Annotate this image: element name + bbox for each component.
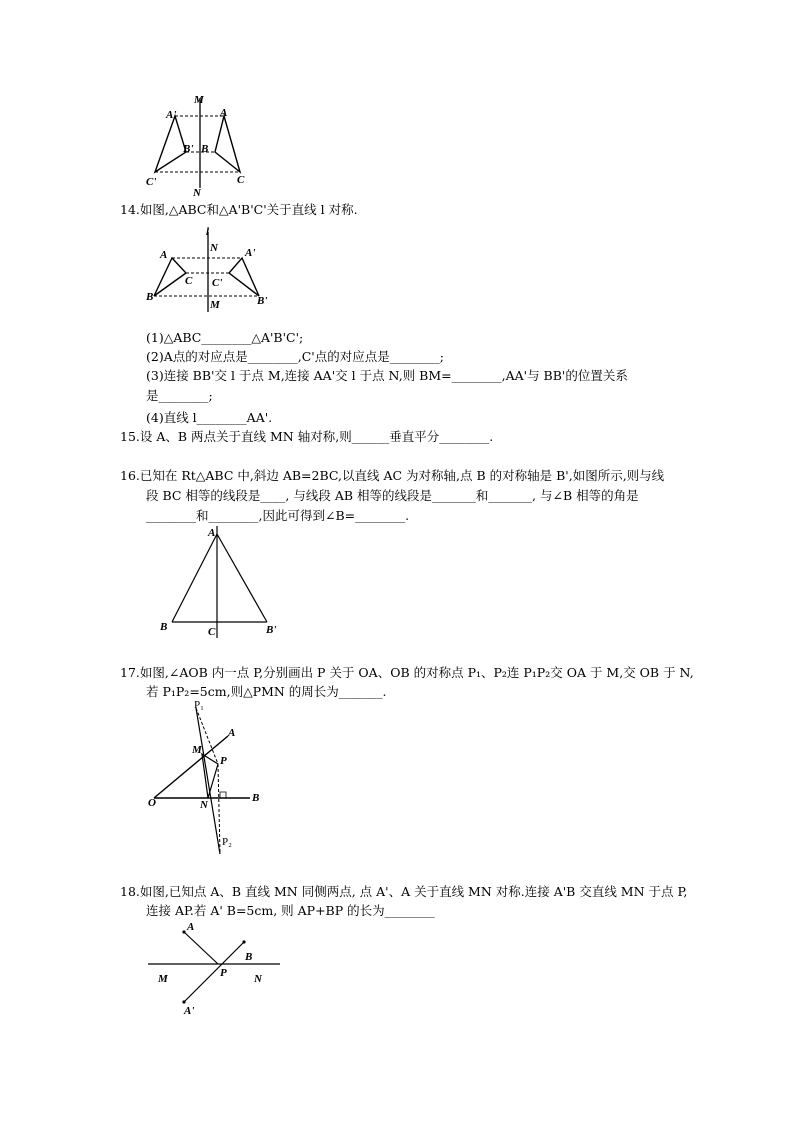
label-m: M: [158, 973, 168, 985]
triangle-right: [215, 116, 240, 172]
point-a-prime: [182, 1000, 185, 1003]
label-p: P: [220, 755, 227, 767]
label-n: N: [200, 799, 208, 811]
label-o: O: [148, 797, 156, 809]
label-c: C: [185, 275, 193, 287]
label-b-prime: B': [257, 295, 268, 307]
q14-part-3-line1: (3)连接 BB'交 l 于点 M,连接 AA'交 l 于点 N,则 BM=________,AA'与 BB'的位置关系: [146, 368, 628, 383]
label-c-prime: C': [146, 176, 157, 188]
triangle-left: [155, 116, 186, 172]
label-m: M: [192, 744, 202, 756]
q14-part-4: (4)直线 l________AA'.: [146, 410, 273, 425]
label-a: A: [220, 107, 228, 119]
q18-line-2: 连接 AP.若 A' B=5cm, 则 AP+BP 的长为________: [146, 903, 435, 918]
triangle-abc: [154, 258, 186, 296]
q17-line-2: 若 P₁P₂=5cm,则△PMN 的周长为_______.: [146, 684, 387, 699]
q14-part-2: (2)A点的对应点是________,C'点的对应点是________;: [146, 349, 444, 364]
point-a: [182, 930, 185, 933]
figure-13-symmetric-triangles: [140, 88, 270, 200]
label-l: l: [206, 226, 210, 238]
q15-stem: 15.设 A、B 两点关于直线 MN 轴对称,则______垂直平分________.: [120, 429, 494, 444]
figure-16-triangle: [152, 522, 288, 640]
q17-line-1: 17.如图,∠AOB 内一点 P,分别画出 P 关于 OA、OB 的对称点 P₁、P₂连 P₁P₂交 OA 于 M,交 OB 于 N,: [120, 665, 694, 680]
segment-p1p2: [196, 708, 220, 854]
label-a: A: [228, 727, 236, 739]
label-n: N: [193, 187, 201, 199]
q16-line-3: ________和________,因此可得到∠B=________.: [146, 508, 410, 523]
q14-part-3-line2: 是________;: [146, 388, 213, 403]
label-a-prime: A': [166, 109, 177, 121]
label-b-prime: B': [183, 143, 194, 155]
label-p1: P₁: [194, 699, 204, 711]
q16-line-1: 16.已知在 Rt△ABC 中,斜边 AB=2BC,以直线 AC 为对称轴,点 B 的对称轴是 B',如图所示,则与线: [120, 468, 665, 483]
q14-part-1: (1)△ABC________△A'B'C';: [146, 330, 304, 345]
triangle-a1b1c1: [229, 258, 259, 296]
segment-ab-prime: [217, 534, 267, 622]
label-b: B: [160, 621, 168, 633]
label-p2: P₂: [222, 836, 232, 848]
label-b: B: [245, 951, 253, 963]
label-b: B: [201, 143, 209, 155]
q18-line-1: 18.如图,已知点 A、B 直线 MN 同侧两点, 点 A'、A 关于直线 MN 对称.连接 A'B 交直线 MN 于点 P,: [120, 884, 688, 899]
label-n: N: [210, 242, 218, 254]
right-angle-mark: [220, 792, 226, 798]
label-b: B: [146, 291, 154, 303]
label-a: A: [187, 921, 195, 933]
point-b: [242, 940, 245, 943]
label-c: C: [208, 626, 216, 638]
segment-ab: [172, 534, 217, 622]
figure-14-symmetric-triangles: [142, 226, 282, 316]
q16-line-2: 段 BC 相等的线段是____, 与线段 AB 相等的线段是_______和_______, 与∠B 相等的角是: [146, 488, 639, 503]
label-n: N: [254, 973, 262, 985]
label-m: M: [194, 94, 204, 106]
label-m: M: [210, 299, 220, 311]
figure-17-angle-aob: [142, 698, 270, 862]
label-b: B: [252, 792, 260, 804]
label-c: C: [237, 174, 245, 186]
segment-ap: [184, 932, 218, 964]
label-p: P: [220, 967, 227, 979]
segment-a1b: [184, 942, 244, 1002]
label-a: A: [208, 527, 216, 539]
label-a-prime: A': [245, 247, 256, 259]
figure-18-reflection: [144, 918, 284, 1018]
q14-stem: 14.如图,△ABC和△A'B'C'关于直线 l 对称.: [120, 202, 358, 217]
label-c-prime: C': [212, 277, 223, 289]
label-a-prime: A': [184, 1005, 195, 1017]
label-b-prime: B': [266, 624, 277, 636]
label-a: A: [160, 249, 168, 261]
